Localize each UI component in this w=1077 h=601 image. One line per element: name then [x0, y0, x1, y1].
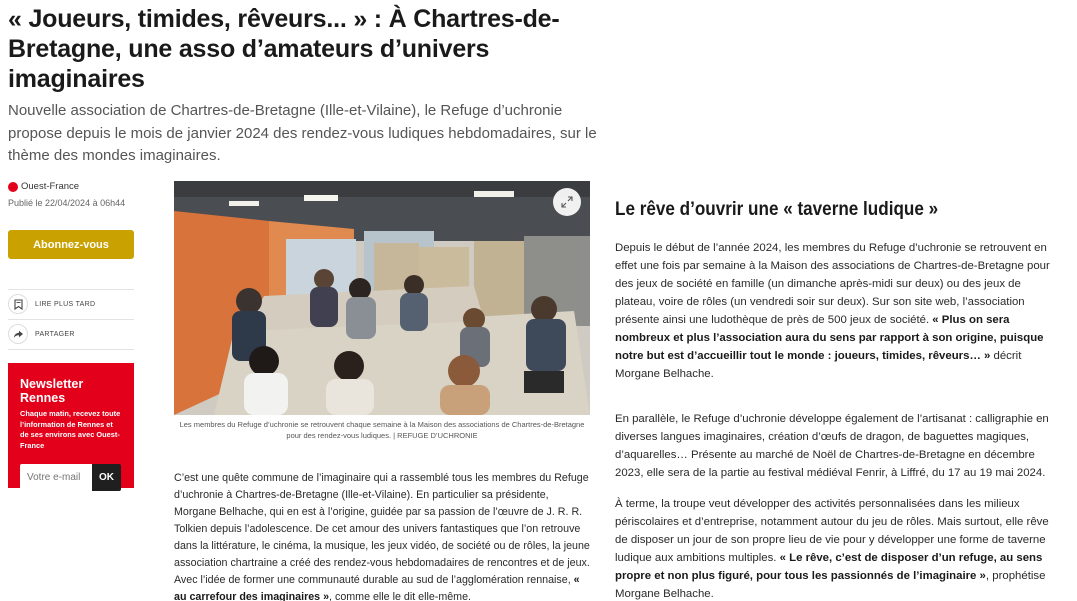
divider	[8, 349, 134, 350]
expand-icon[interactable]	[553, 188, 581, 216]
newsletter-box	[8, 363, 134, 488]
quote: « au carrefour des imaginaires »	[174, 574, 580, 601]
paragraph	[615, 239, 1060, 383]
article-body-right-p3	[615, 495, 1060, 601]
read-later-button[interactable]	[8, 290, 134, 318]
quote: « Plus on sera nombreux et plus l’association aura du sens par rapport à son origine, puisque notre but est d’accueillir tout le monde : joueurs, timides, rêveurs… »	[615, 314, 1044, 362]
article-meta	[8, 181, 158, 208]
read-later-label: LIRE PLUS TARD	[35, 300, 96, 308]
article-body-right-p1	[615, 239, 1060, 383]
share-button[interactable]	[8, 320, 134, 348]
paragraph	[174, 470, 590, 601]
article-lede: Nouvelle association de Chartres-de-Bretagne (Ille-et-Vilaine), le Refuge d’uchronie propose depuis le mois de janvier 2024 des rendez-vous ludiques hebdomadaires, sur le thème des mondes imaginaires.	[8, 102, 597, 164]
article-photo[interactable]	[174, 181, 590, 415]
newsletter-text: Chaque matin, recevez toute l’information de Rennes et de ses environs avec Ouest-France	[20, 409, 121, 450]
share-label: PARTAGER	[35, 330, 75, 338]
newsletter-email-input[interactable]	[20, 464, 92, 491]
subscribe-button[interactable]: Abonnez-vous	[8, 230, 134, 259]
source-name[interactable]: Ouest-France	[21, 181, 80, 192]
paragraph-text: décrit Morgane Belhache.	[615, 350, 1022, 380]
quote: « Le rêve, c’est de disposer d’un refuge, au sens propre et non plus figuré, pour tous les passionnés de l’imaginaire »	[615, 552, 1043, 582]
source-line	[8, 181, 158, 192]
paragraph: En parallèle, le Refuge d’uchronie développe également de l’artisanat : calligraphie en diverses langues imaginaires, création d’œufs de dragon, de baguettes magiques, d’aquarelles… Présente au marché de Noël de Chartres-de-Bretagne en décembre 2023, elle sera de la partie au festival médiéval Fenrir, à Liffré, du 17 au 19 mai 2024.	[615, 413, 1049, 479]
paragraph-text: À terme, la troupe veut développer des activités personnalisées dans les milieux périscolaires et d’entreprise, notamment autour du jeu de rôles. Mais surtout, elle rêve de disposer un jour de son propre lieu de vie pour y développer une forme de taverne ludique aux ambitions multiples.	[615, 498, 1049, 564]
photo-caption: Les membres du Refuge d’uchronie se retrouvent chaque semaine à la Maison des associations de Chartres-de-Bretagne pour des rendez-vous ludiques. | REFUGE D’UCHRONIE	[179, 420, 585, 440]
share-arrow-icon	[8, 324, 28, 344]
newsletter-submit-button[interactable]: OK	[92, 464, 121, 491]
paragraph-text: , comme elle le dit elle-même.	[329, 591, 472, 601]
newsletter-title: Newsletter Rennes	[20, 377, 84, 405]
paragraph	[615, 495, 1060, 601]
section-heading: Le rêve d’ouvrir une « taverne ludique »	[615, 199, 939, 220]
ouest-france-logo-icon	[8, 182, 18, 192]
article-body-right-p2	[615, 410, 1060, 482]
publish-date: Publié le 22/04/2024 à 06h44	[8, 198, 126, 208]
article-body-left	[174, 470, 590, 601]
photo-illustration	[174, 181, 590, 415]
paragraph-text: , prophétise Morgane Belhache.	[615, 570, 1046, 600]
article-title: « Joueurs, timides, rêveurs... » : À Chartres-de-Bretagne, une asso d’amateurs d’univers imaginaires	[8, 5, 560, 93]
paragraph-text: Depuis le début de l’année 2024, les membres du Refuge d’uchronie se retrouvent en effet une fois par semaine à la Maison des associations de Chartres-de-Bretagne pour des jeux de société en famille (un dimanche après-midi sur deux) ou des jeux de plateau, voire de rôles (un vendredi soir sur deux). Sur son site web, l’association présente ainsi une ludothèque de près de 500 jeux de société.	[615, 242, 1050, 326]
paragraph-text: C’est une quête commune de l’imaginaire qui a rassemblé tous les membres du Refuge d’uchronie à Chartres-de-Bretagne (Ille-et-Vilaine). En particulier sa présidente, Morgane Belhache, qui en est à l’origine, guidée par sa passion de l’œuvre de J. R. R. Tolkien depuis l’adolescence. De cet amour des univers fantastiques que l’on retrouve dans la littérature, le cinéma, la musique, les jeux vidéo, de société ou de rôles, la jeune association chartraine a créé des rendez-vous hebdomadaires de rencontres et de jeux. Avec l’idée de former une communauté durable au sud de l’agglomération rennaise,	[174, 472, 590, 586]
bookmark-icon	[8, 294, 28, 314]
newsletter-form	[20, 464, 122, 491]
